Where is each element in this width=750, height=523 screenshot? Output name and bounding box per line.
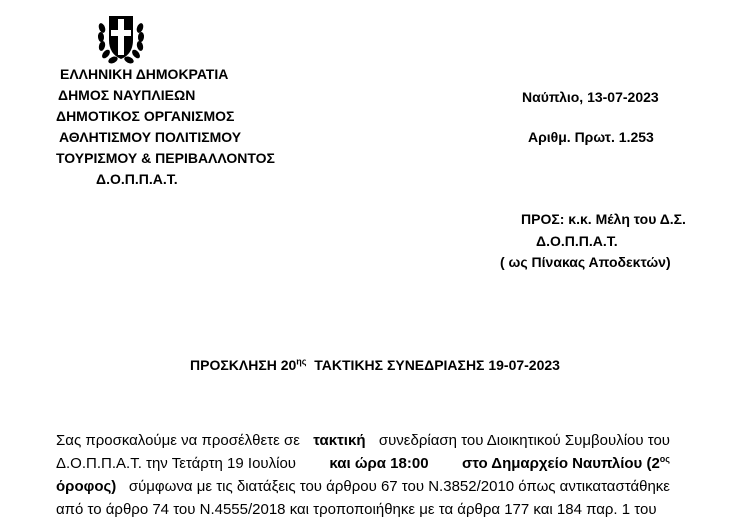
body-line-1 — [56, 431, 670, 450]
body-text: συνεδρίαση του Διοικητικού Συμβουλίου του — [378, 432, 670, 449]
body-bold-time: και ώρα 18:00 — [329, 455, 429, 472]
body-text: Δ.Ο.Π.Π.Α.Τ. την Τετάρτη 19 Ιουλίου — [56, 455, 296, 472]
body-text: Σας προσκαλούμε να προσέλθετε σε — [56, 432, 300, 449]
greek-coat-of-arms-icon — [96, 10, 146, 66]
location-text: στο Δημαρχείο Ναυπλίου (2 — [461, 455, 660, 472]
recipient-line: ΠΡΟΣ: κ.κ. Μέλη του Δ.Σ. — [521, 211, 686, 227]
body-bold-floor: όροφος) — [56, 478, 117, 495]
title-suffix: ΤΑΚΤΙΚΗΣ ΣΥΝΕΔΡΙΑΣΗΣ 19-07-2023 — [314, 357, 560, 373]
document-date: Ναύπλιο, 13-07-2023 — [522, 89, 659, 105]
sender-line-organisation: ΔΗΜΟΤΙΚΟΣ ΟΡΓΑΝΙΣΜΟΣ — [56, 108, 235, 124]
body-line-4 — [56, 500, 670, 519]
title-ordinal-suffix: ης — [296, 356, 307, 367]
sender-line-republic: ΕΛΛΗΝΙΚΗ ΔΗΜΟΚΡΑΤΙΑ — [60, 66, 229, 82]
protocol-number: Αριθμ. Πρωτ. 1.253 — [528, 129, 654, 145]
invitation-title — [0, 357, 750, 373]
sender-line-tourism: ΤΟΥΡΙΣΜΟΥ & ΠΕΡΙΒΑΛΛΟΝΤΟΣ — [56, 150, 275, 166]
body-line-3 — [56, 477, 670, 496]
sender-line-sports: ΑΘΛΗΤΙΣΜΟΥ ΠΟΛΙΤΙΣΜΟΥ — [59, 129, 242, 145]
floor-ordinal-suffix: ος — [659, 454, 670, 464]
body-line-2 — [56, 454, 670, 473]
recipient-org: Δ.Ο.Π.Π.Α.Τ. — [536, 233, 618, 249]
sender-line-acronym: Δ.Ο.Π.Π.Α.Τ. — [96, 171, 178, 187]
recipient-list: ( ως Πίνακας Αποδεκτών) — [500, 254, 671, 270]
sender-line-municipality: ΔΗΜΟΣ ΝΑΥΠΛΙΕΩΝ — [58, 87, 196, 103]
title-prefix: ΠΡΟΣΚΛΗΣΗ 20 — [190, 357, 297, 373]
body-bold-text: τακτική — [313, 432, 366, 449]
body-bold-location — [462, 454, 670, 473]
body-text: σύμφωνα με τις διατάξεις του άρθρου 67 του Ν.3852/2010 όπως αντικαταστάθηκε — [128, 478, 670, 495]
body-text: από το άρθρο 74 του Ν.4555/2018 και τροποποιήθηκε με τα άρθρα 177 και 184 παρ. 1 του — [56, 501, 657, 518]
